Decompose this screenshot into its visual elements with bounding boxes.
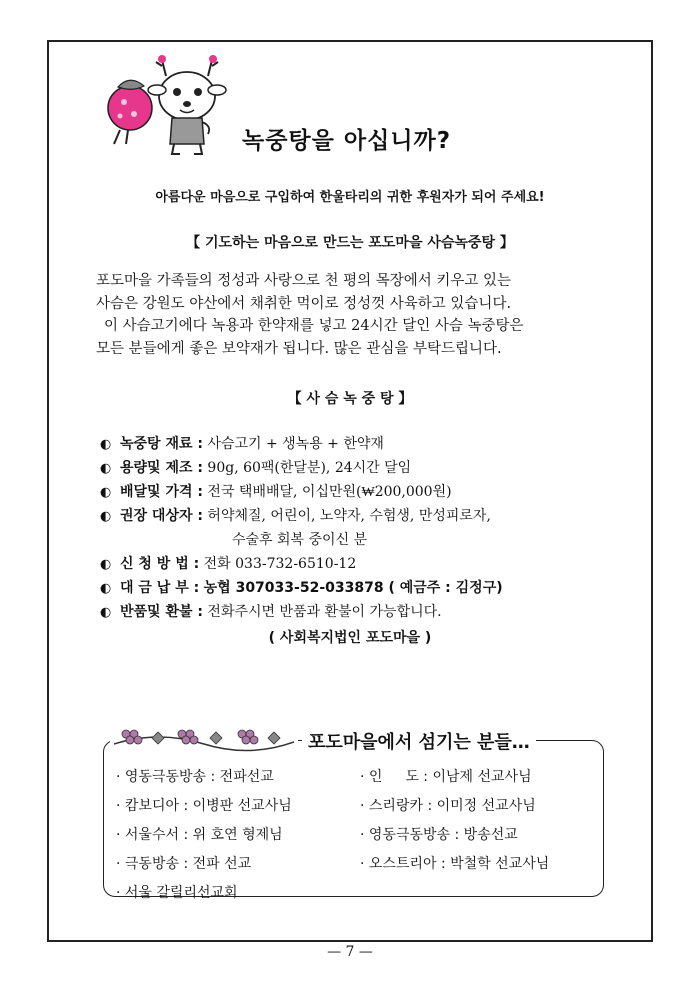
half-circle-bullet-icon: ◐ xyxy=(100,437,112,452)
paragraph-line: 이 사슴고기에다 녹용과 한약재를 넣고 24시간 달인 사슴 녹중탕은 xyxy=(104,318,524,334)
supporter-place: · 스리랑카 : xyxy=(360,798,437,814)
supporter-place: · 오스트리아 : xyxy=(360,856,451,872)
spec-value: 전화주시면 반품과 환불이 가능합니다. xyxy=(207,604,442,620)
spec-row xyxy=(100,600,640,624)
supporter-name: 전파선교 xyxy=(219,769,274,785)
spec-row xyxy=(100,552,640,576)
supporter-name: 방송선교 xyxy=(463,827,518,843)
supporter-row xyxy=(116,879,596,908)
supporter-row xyxy=(116,850,596,879)
half-circle-bullet-icon: ◐ xyxy=(100,485,112,500)
supporters-list xyxy=(116,763,596,908)
spec-row xyxy=(100,456,640,480)
spec-label: 대 금 납 부 : xyxy=(120,580,200,596)
supporter-row xyxy=(116,821,596,850)
spec-row xyxy=(100,504,640,528)
paragraph-line: 모든 분들에게 좋은 보약재가 됩니다. 많은 관심을 부탁드립니다. xyxy=(96,340,502,357)
supporter-place: · 인 도 : xyxy=(360,769,433,785)
spec-value: 농협 307033-52-033878 ( 예금주 : 김정구) xyxy=(203,580,503,596)
half-circle-bullet-icon: ◐ xyxy=(100,605,112,620)
supporter-row xyxy=(116,763,596,792)
supporter-place: · 서울수서 : xyxy=(116,827,193,843)
spec-label: 권장 대상자 : xyxy=(120,508,203,524)
supporter-place: · 영동극동방송 : xyxy=(360,827,464,843)
supporter-place: · 극동방송 : xyxy=(116,856,193,872)
paragraph-line: 포도마을 가족들의 정성과 사랑으로 천 평의 목장에서 키우고 있는 xyxy=(96,273,512,289)
spec-row xyxy=(100,576,640,600)
spec-row-continuation xyxy=(100,528,640,552)
half-circle-bullet-icon: ◐ xyxy=(100,509,112,524)
product-spec-list xyxy=(100,432,640,624)
spec-label: 신 청 방 법 : xyxy=(120,556,200,572)
spec-value: 사슴고기 + 생녹용 + 한약재 xyxy=(207,436,384,452)
supporter-place: · 캄보디아 : xyxy=(116,798,193,814)
supporter-name: 박철학 선교사님 xyxy=(450,856,550,872)
spec-label: 반품및 환불 : xyxy=(120,604,203,620)
spec-label: 배달및 가격 : xyxy=(120,484,203,500)
supporter-name: 위 호연 형제님 xyxy=(192,827,283,843)
intro-paragraph xyxy=(96,270,626,360)
page-title: 녹중탕을 아십니까? xyxy=(242,128,452,154)
subtitle: 아름다운 마음으로 구입하여 한울타리의 귀한 후원자가 되어 주세요! xyxy=(155,190,545,205)
supporter-place: · 서울 갈릴리선교회 xyxy=(116,885,238,901)
supporter-name: 이병판 선교사님 xyxy=(192,798,292,814)
spec-value: 90g, 60팩(한달분), 24시간 달임 xyxy=(207,460,412,476)
spec-value: 전국 택배배달, 이십만원(₩200,000원) xyxy=(207,484,452,500)
spec-value: 수술후 회복 중이신 분 xyxy=(232,532,368,548)
supporter-name: 이남제 선교사님 xyxy=(432,769,532,785)
deer-mascot-illustration xyxy=(100,52,235,161)
half-circle-bullet-icon: ◐ xyxy=(100,581,112,596)
half-circle-bullet-icon: ◐ xyxy=(100,461,112,476)
spec-row xyxy=(100,432,640,456)
supporters-box-title: 포도마을에서 섬기는 분들… xyxy=(302,728,536,754)
spec-label: 용량및 제조 : xyxy=(120,460,203,476)
section-heading-intro: 【 기도하는 마음으로 만드는 포도마을 사슴녹중탕 】 xyxy=(186,235,514,251)
supporter-name: 이미정 선교사님 xyxy=(436,798,536,814)
spec-value: 전화 033-732-6510-12 xyxy=(203,556,357,572)
page-number: — 7 — xyxy=(327,944,373,960)
half-circle-bullet-icon: ◐ xyxy=(100,557,112,572)
spec-row xyxy=(100,480,640,504)
supporter-place: · 영동극동방송 : xyxy=(116,769,220,785)
supporter-name: 전파 선교 xyxy=(192,856,252,872)
section-heading-product: 【 사 슴 녹 중 탕 】 xyxy=(287,391,413,407)
spec-label: 녹중탕 재료 : xyxy=(120,436,203,452)
organization-name: ( 사회복지법인 포도마을 ) xyxy=(268,630,432,646)
paragraph-line: 사슴은 강원도 야산에서 채취한 먹이로 정성껏 사육하고 있습니다. xyxy=(96,295,512,312)
supporter-row xyxy=(116,792,596,821)
spec-value: 허약체질, 어린이, 노약자, 수험생, 만성피로자, xyxy=(207,508,491,524)
grape-vine-decoration-icon xyxy=(110,724,298,752)
